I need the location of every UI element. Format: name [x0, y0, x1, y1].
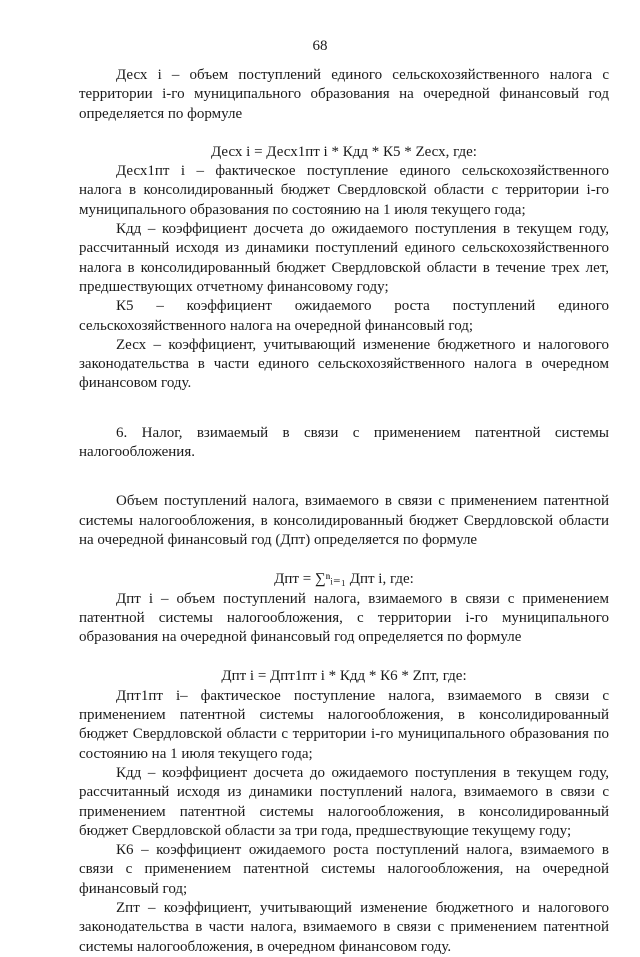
formula-desh: Десх i = Десх1пт i * Кдд * К5 * Zесх, где:: [211, 143, 477, 160]
paragraph-dpt1pt: Дпт1пт i– фактическое поступление налога, взимаемого в связи с применением патентной системы налогообложения, в консолидированный бюджет Свердловской области с территории i-го муниципального образования по состоянию на 1 июля текущего года;: [79, 687, 609, 762]
paragraph-zpt: Zпт – коэффициент, учитывающий изменение бюджетного и налогового законодательства в части налога, взимаемого в связи с применением патентной системы налогообложения, в очередном финансовом году.: [79, 899, 609, 955]
paragraph-kdd-esh: Кдд – коэффициент досчета до ожидаемого поступления в текущем году, рассчитанный исходя из динамики поступлений единого сельскохозяйственного налога в консолидированный бюджет Свердловской области в течение трех лет, предшествующих отчетному финансовому году;: [79, 221, 609, 295]
formula-dpt-sum: Дпт = ∑ⁿᵢ₌₁ Дпт i, где:: [274, 571, 414, 588]
paragraph-dpt-i: Дпт i – объем поступлений налога, взимаемого в связи с применением патентной системы налогообложения, с территории i-го муниципального образования на очередной финансовый год определяется по формуле: [79, 590, 609, 646]
page-body: [79, 66, 609, 957]
paragraph-dpt-definition: Объем поступлений налога, взимаемого в связи с применением патентной системы налогообложения, в консолидированный бюджет Свердловской области на очередной финансовый год (Дпт) определяется по формуле: [79, 493, 609, 548]
paragraph-desh1pt: Десх1пт i – фактическое поступление единого сельскохозяйственного налога в консолидированный бюджет Свердловской области с территории i-го муниципального образования по состоянию на 1 июля текущего года;: [79, 163, 609, 218]
paragraph-k6: К6 – коэффициент ожидаемого роста поступлений налога, взимаемого в связи с применением патентной системы налогообложения, на очередной финансовый год;: [79, 842, 609, 897]
paragraph-kdd-pt: Кдд – коэффициент досчета до ожидаемого поступления в текущем году, рассчитанный исходя из динамики поступлений налога, взимаемого в связи с применением патентной системы налогообложения, в консолидированный бюджет Свердловской области за три года, предшествующие текущему году;: [79, 764, 609, 839]
section-heading-patent: 6. Налог, взимаемый в связи с применением патентной системы налогообложения.: [79, 424, 609, 461]
paragraph-desh-definition: Десх i – объем поступлений единого сельскохозяйственного налога с территории i-го муниципального образования на очередной финансовый год определяется по формуле: [79, 67, 609, 122]
paragraph-k5: К5 – коэффициент ожидаемого роста поступлений единого сельскохозяйственного налога на очередной финансовый год;: [79, 298, 609, 334]
page-number: 68: [312, 38, 328, 54]
formula-dpt-i: Дпт i = Дпт1пт i * Кдд * К6 * Zпт, где:: [221, 668, 467, 685]
paragraph-zesh: Zесх – коэффициент, учитывающий изменение бюджетного и налогового законодательства в части единого сельскохозяйственного налога в очередном финансовом году.: [79, 336, 609, 392]
